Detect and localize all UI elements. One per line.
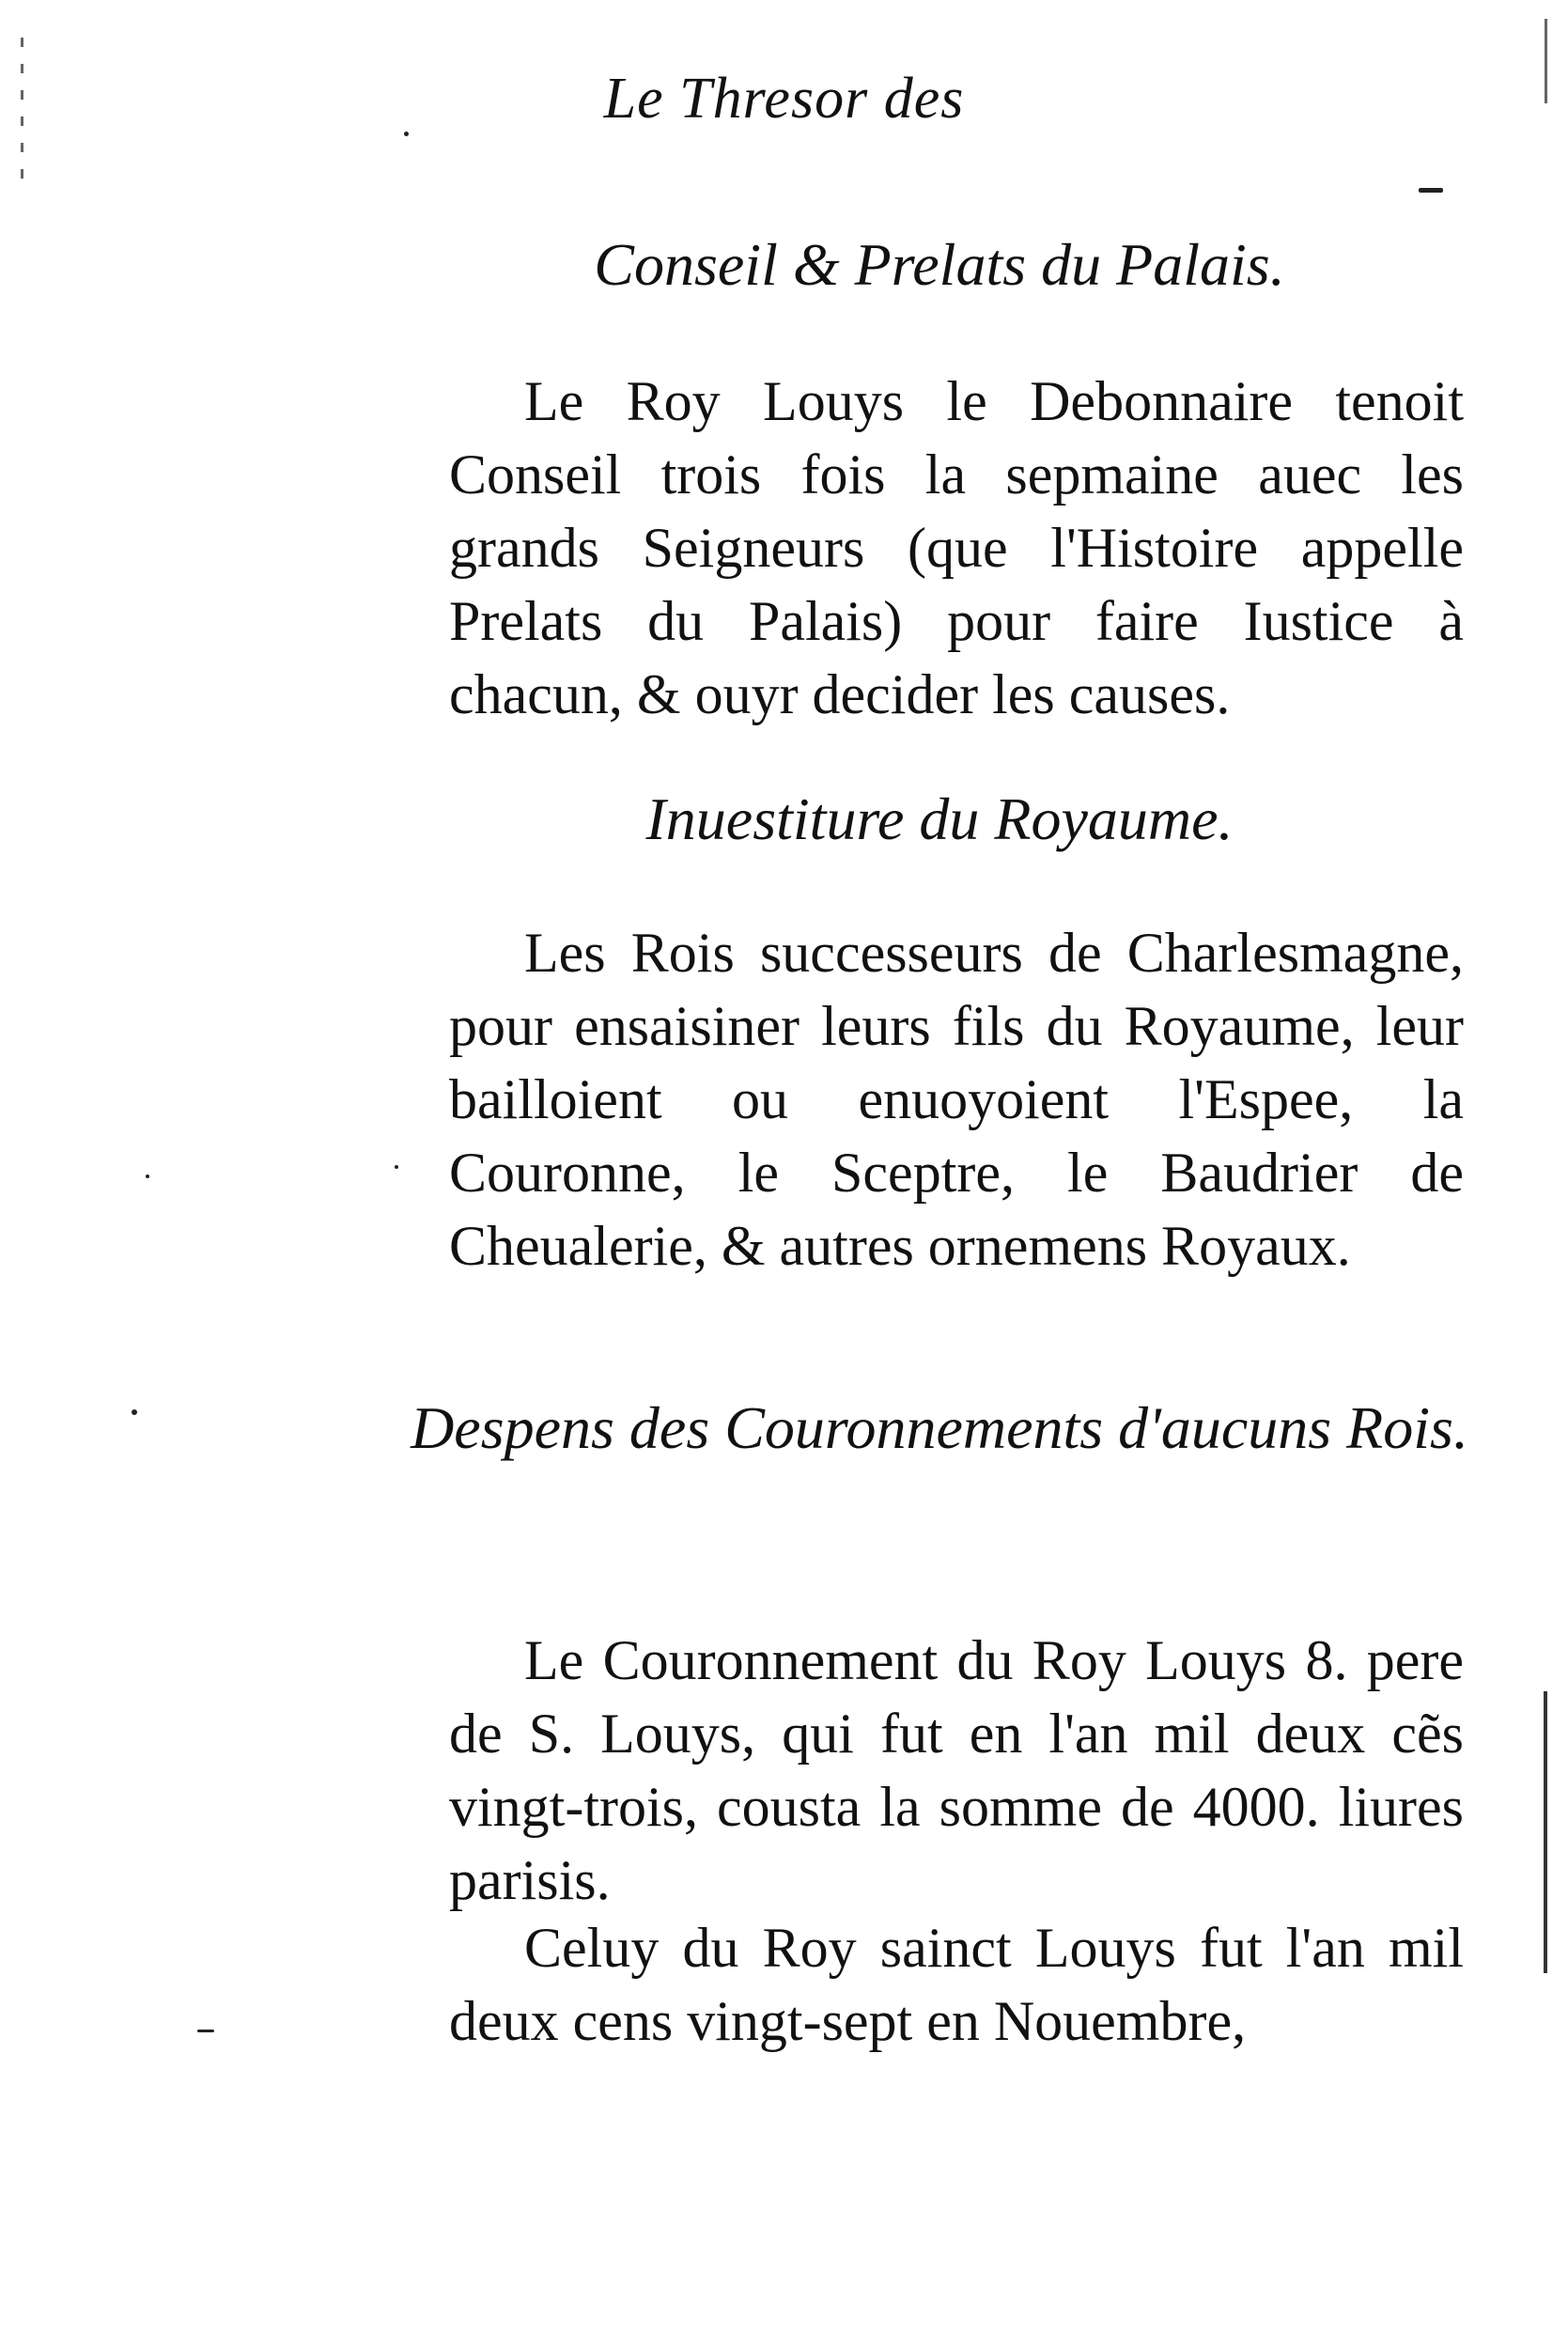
ink-speck: [395, 1165, 398, 1169]
section-title: Inuestiture du Royaume.: [645, 786, 1234, 852]
ink-speck: [1419, 188, 1443, 193]
scan-edge-mark-right: [1544, 1691, 1547, 1973]
ink-speck: [197, 2030, 214, 2032]
paragraph: Les Rois successeurs de Charlesmagne, pour ensaisiner leurs fils du Royaume, leur bailloient ou enuoyoient l'Espee, la Couronne, le Sceptre, le Baudrier de Cheualerie, & autres ornemens Royaux.: [449, 922, 1464, 1277]
section-title: Despens des Couronnements d'aucuns Rois.: [411, 1394, 1468, 1461]
section-title: Conseil & Prelats du Palais.: [594, 231, 1285, 298]
paragraph: Celuy du Roy sainct Louys fut l'an mil deux cens vingt-sept en Nouembre,: [449, 1917, 1464, 2052]
running-head: Le Thresor des: [603, 67, 965, 131]
paragraph: Le Roy Louys le Debonnaire tenoit Conseil trois fois la sepmaine auec les grands Seigneurs (que l'Histoire appelle Prelats du Palais) pour faire Iustice à chacun, & ouyr decider les causes.: [449, 370, 1464, 725]
ink-speck: [132, 1409, 137, 1415]
ink-speck: [146, 1174, 149, 1178]
paragraph: Le Couronnement du Roy Louys 8. pere de S. Louys, qui fut en l'an mil deux cẽs vingt-trois, cousta la somme de 4000. liures parisis.: [449, 1629, 1464, 1911]
